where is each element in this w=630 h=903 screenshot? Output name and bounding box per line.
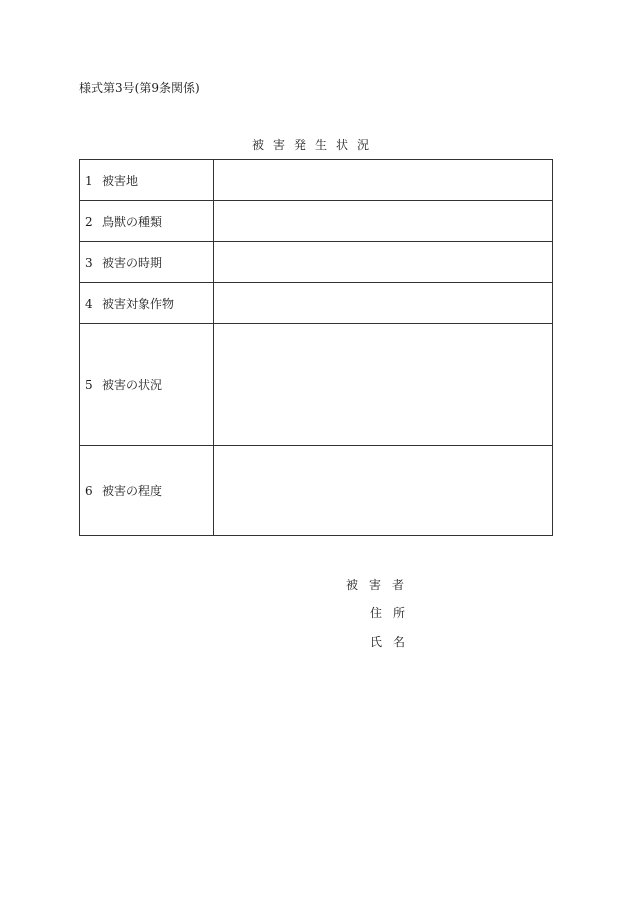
row-number: 2 bbox=[85, 214, 93, 229]
address-label: 住所 bbox=[370, 606, 417, 620]
row-label-cell bbox=[80, 242, 214, 283]
table-row bbox=[80, 283, 553, 324]
row-label-cell bbox=[80, 446, 214, 536]
damage-location-field[interactable] bbox=[214, 160, 553, 201]
damage-period-field[interactable] bbox=[214, 242, 553, 283]
row-label: 被害対象作物 bbox=[102, 296, 175, 311]
row-label-cell bbox=[80, 283, 214, 324]
table-row bbox=[80, 324, 553, 446]
table-row bbox=[80, 242, 553, 283]
table-row bbox=[80, 201, 553, 242]
table-row bbox=[80, 160, 553, 201]
row-number: 3 bbox=[85, 255, 93, 270]
reporter-label: 被害者 bbox=[346, 578, 416, 592]
row-label: 鳥獣の種類 bbox=[102, 214, 163, 229]
row-number: 1 bbox=[85, 173, 93, 188]
target-crop-field[interactable] bbox=[214, 283, 553, 324]
row-number: 5 bbox=[85, 378, 93, 392]
row-label: 被害地 bbox=[102, 173, 139, 188]
row-label-cell bbox=[80, 324, 214, 446]
row-number: 4 bbox=[85, 296, 93, 311]
row-label-cell bbox=[80, 160, 214, 201]
name-label: 氏名 bbox=[370, 635, 417, 649]
row-label: 被害の程度 bbox=[102, 484, 163, 498]
row-label: 被害の状況 bbox=[102, 378, 163, 392]
row-label: 被害の時期 bbox=[102, 255, 163, 270]
table-row bbox=[80, 446, 553, 536]
form-number: 様式第3号(第9条関係) bbox=[79, 81, 200, 95]
row-label-cell bbox=[80, 201, 214, 242]
damage-report-table bbox=[79, 159, 553, 536]
damage-situation-field[interactable] bbox=[214, 324, 553, 446]
wildlife-type-field[interactable] bbox=[214, 201, 553, 242]
damage-extent-field[interactable] bbox=[214, 446, 553, 536]
row-number: 6 bbox=[85, 484, 93, 498]
document-title: 被害発生状況 bbox=[251, 138, 378, 152]
